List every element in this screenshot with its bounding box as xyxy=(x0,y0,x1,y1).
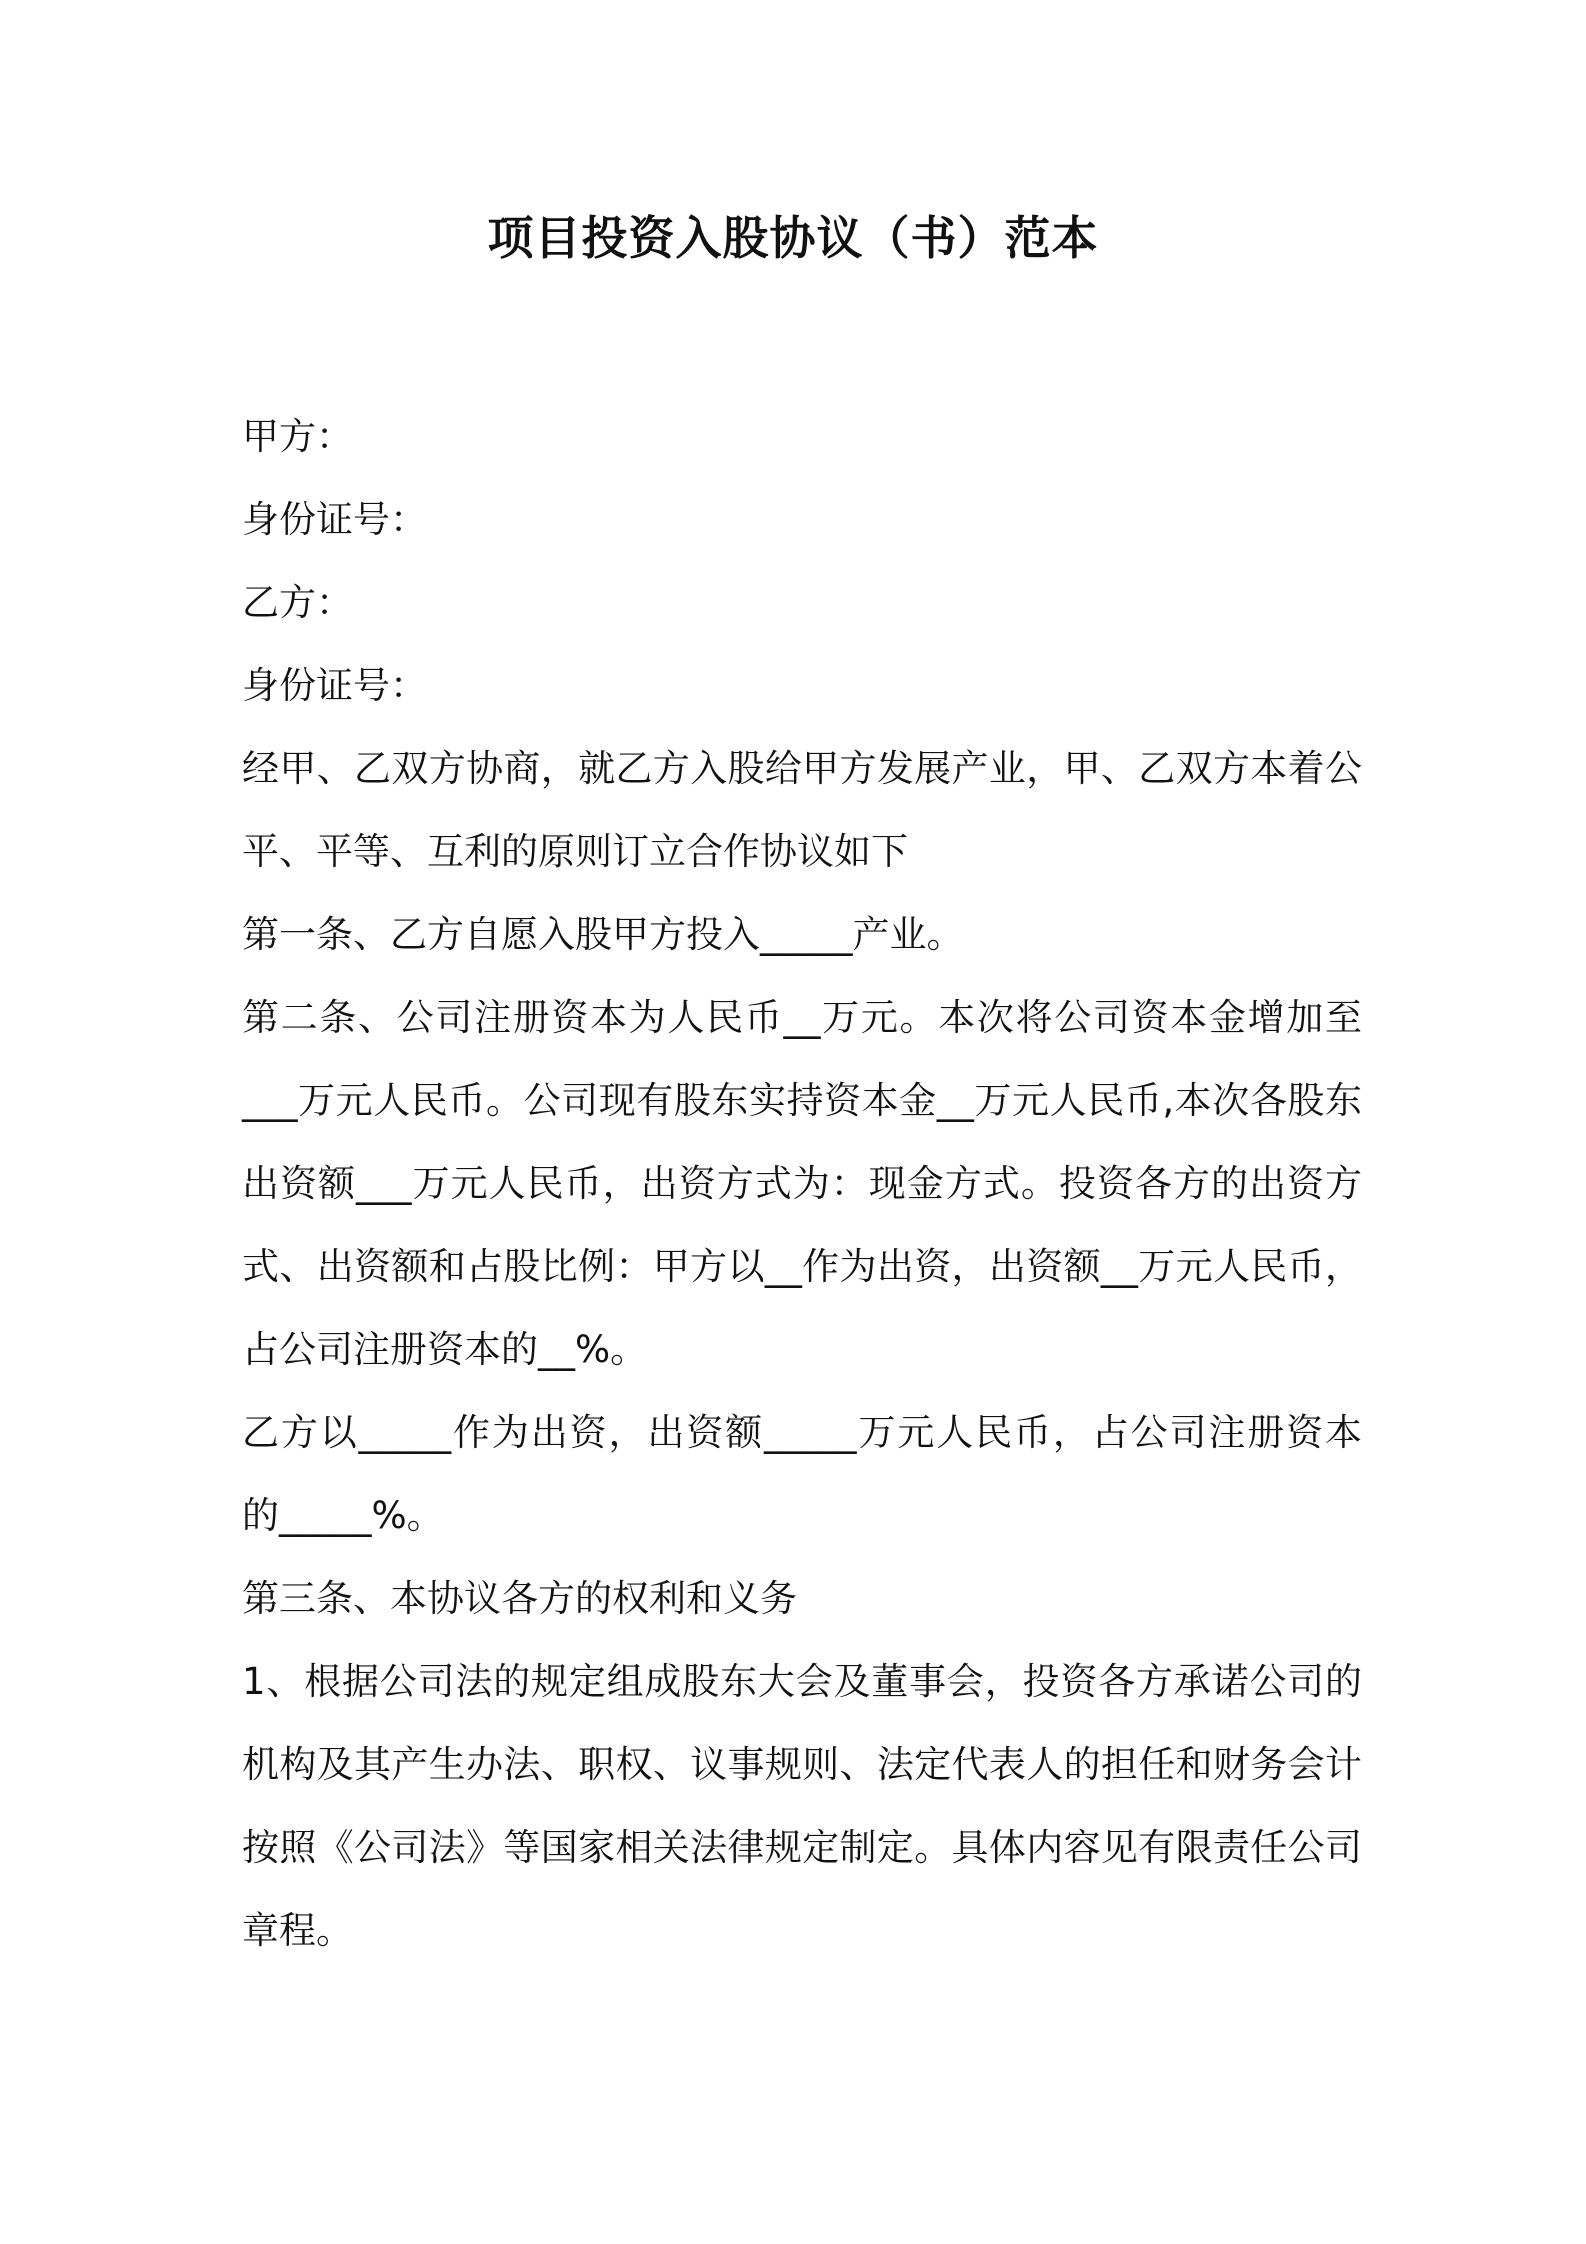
article-2-line-5: 占公司注册资本的__%。 xyxy=(242,1328,648,1371)
party-a-label: 甲方： xyxy=(242,415,353,458)
article-2-line-1: 第二条、公司注册资本为人民币__万元。本次将公司资本金增加至 xyxy=(242,996,1362,1039)
clause-1-line-4: 章程。 xyxy=(242,1909,353,1952)
party-b-label: 乙方： xyxy=(242,581,353,624)
preamble-line-1: 经甲、乙双方协商，就乙方入股给甲方发展产业，甲、乙双方本着公 xyxy=(242,747,1362,790)
article-2-line-4: 式、出资额和占股比例：甲方以__作为出资，出资额__万元人民币， xyxy=(242,1245,1362,1288)
party-b-contribution-line-2: 的_____%。 xyxy=(242,1494,444,1537)
party-b-contribution-line-1: 乙方以_____作为出资，出资额_____万元人民币，占公司注册资本 xyxy=(242,1411,1362,1454)
document-title: 项目投资入股协议（书）范本 xyxy=(487,211,1099,265)
party-b-id-label: 身份证号： xyxy=(242,664,427,707)
article-2-line-2: ___万元人民币。公司现有股东实持资本金__万元人民币,本次各股东 xyxy=(242,1079,1362,1122)
clause-1-line-3: 按照《公司法》等国家相关法律规定制定。具体内容见有限责任公司 xyxy=(242,1826,1362,1869)
clause-1-line-2: 机构及其产生办法、职权、议事规则、法定代表人的担任和财务会计 xyxy=(242,1743,1362,1786)
party-a-id-label: 身份证号： xyxy=(242,498,427,541)
clause-1-line-1: 1、根据公司法的规定组成股东大会及董事会，投资各方承诺公司的 xyxy=(242,1660,1362,1703)
article-2-line-3: 出资额___万元人民币，出资方式为：现金方式。投资各方的出资方 xyxy=(242,1162,1362,1205)
article-3-heading: 第三条、本协议各方的权利和义务 xyxy=(242,1577,797,1620)
preamble-line-2: 平、平等、互利的原则订立合作协议如下 xyxy=(242,830,908,873)
article-1: 第一条、乙方自愿入股甲方投入_____产业。 xyxy=(242,913,964,956)
